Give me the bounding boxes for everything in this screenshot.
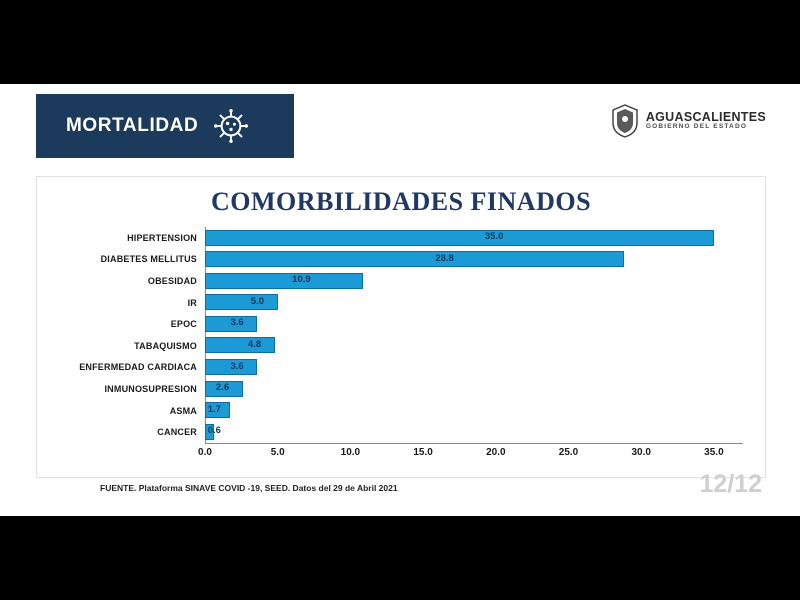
bar-row [37,335,743,357]
logo-subtitle: GOBIERNO DEL ESTADO [645,123,748,131]
bar-row [37,357,743,379]
bar-value-label: 2.6 [215,382,230,394]
slide [0,84,800,516]
banner-title: MORTALIDAD [66,115,199,136]
bar-rows [37,227,743,443]
bar-value-label: 5.0 [250,295,265,307]
chart-card [36,176,766,478]
section-banner [36,94,294,158]
category-label: TABAQUISMO [134,340,197,351]
x-tick-label: 30.0 [631,447,651,458]
bar-row [37,249,743,271]
logo-name: AGUASCALIENTES [645,110,766,125]
bar-track [205,292,743,314]
bar-track [205,357,743,379]
x-tick-label: 20.0 [486,447,506,458]
bar-value-label: 35.0 [484,231,504,242]
bar-track [205,378,743,400]
bar [205,294,278,310]
x-tick-label: 10.0 [340,447,361,458]
bar [205,273,363,289]
x-tick-label: 25.0 [558,447,579,458]
bar-track [205,421,743,443]
bar-value-label: 3.6 [230,360,244,372]
bar-row [37,378,743,400]
bar-value-label: 10.9 [292,274,311,286]
bar-track [205,249,743,271]
category-label: OBESIDAD [147,275,197,286]
bar-row [37,292,743,314]
x-tick-label: 35.0 [704,447,724,458]
page-number: 12/12 [699,470,762,498]
bar-track [205,227,743,249]
bar-track [205,400,743,422]
state-crest-icon [611,104,639,138]
bar [205,251,624,267]
bar-row [37,400,743,422]
source-note: FUENTE. Plataforma SINAVE COVID -19, SEED. Datos del 29 de Abril 2021 [100,483,398,493]
category-label: CANCER [157,427,197,438]
category-label: IR [187,297,197,308]
bar-track [205,313,743,335]
bar-value-label: 1.7 [207,403,221,415]
x-tick-label: 15.0 [413,447,433,458]
category-label: HIPERTENSION [127,232,197,243]
bar-row [37,227,743,249]
x-axis [198,443,743,464]
virus-icon [214,109,248,143]
category-label: ENFERMEDAD CARDIACA [79,362,197,373]
bar-track [205,270,743,292]
bar-track [205,335,743,357]
bar-row [37,270,743,292]
government-logo [611,104,766,138]
category-label: INMUNOSUPRESION [104,383,197,394]
slide-header [0,84,800,158]
bar-value-label: 3.6 [230,317,244,329]
bar-value-label: 0.6 [207,425,221,437]
bar-value-label: 28.8 [435,252,454,264]
bar-row [37,421,743,443]
category-label: ASMA [169,405,197,416]
x-tick-label: 5.0 [270,447,285,458]
bar [205,337,275,353]
bar-row [37,313,743,335]
category-label: DIABETES MELLITUS [100,254,197,265]
category-label: EPOC [170,319,197,330]
bar-value-label: 4.8 [247,338,262,350]
bar [205,230,714,246]
bar-chart [37,227,743,457]
x-tick-label: 0.0 [198,447,212,458]
chart-title: COMORBILIDADES FINADOS [210,187,592,216]
